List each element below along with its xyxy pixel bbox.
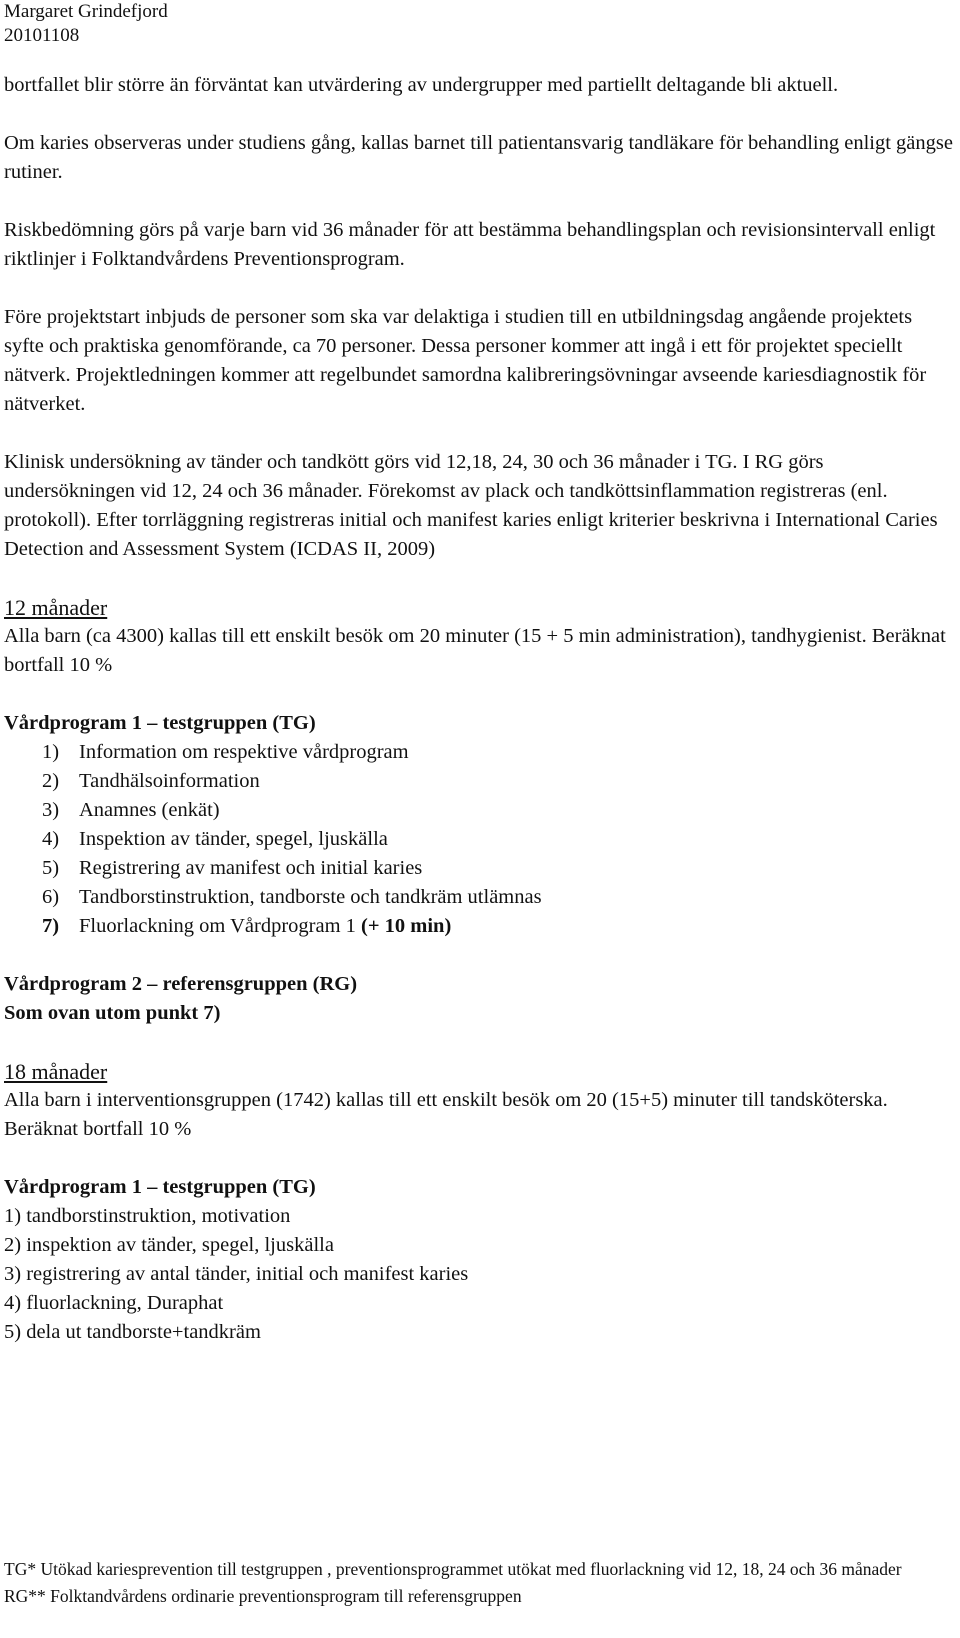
list-item: 4) fluorlackning, Duraphat — [4, 1292, 224, 1314]
paragraph-training-day: Före projektstart inbjuds de personer som ska var delaktiga i studien till en utbildningsdag angående projektets syfte och praktiska genomförande, ca 70 personer. Dessa personer kommer att ingå i ett för projektet speciellt nätverk. Projektledningen kommer att regelbundet samordna kalibreringsövningar avseende kariesdiagnostik för nätverket. — [4, 306, 927, 415]
page-header — [4, 0, 168, 48]
paragraph-clinical-exam: Klinisk undersökning av tänder och tandkött görs vid 12,18, 24, 30 och 36 månader i TG. I RG görs undersökningen vid 12, 24 och 36 månader. Förekomst av plack och tandköttsinflammation registreras (enl. protokoll). Efter torrläggning registreras initial och manifest karies enligt kriterier beskrivna i International Caries Detection and Assessment System (ICDAS II, 2009) — [4, 451, 938, 560]
footnote-tg: TG* Utökad kariesprevention till testgruppen , preventionsprogrammet utökat med fluorlackning vid 12, 18, 24 och 36 månader — [4, 1559, 902, 1579]
list-item: 5) Registrering av manifest och initial karies — [42, 857, 423, 879]
paragraph-caries-observed: Om karies observeras under studiens gång, kallas barnet till patientansvarig tandläkare för behandling enligt gängse rutiner. — [4, 132, 953, 183]
program-1-list-12 — [4, 738, 954, 941]
section-heading-18: 18 månader — [4, 1059, 108, 1084]
page-footer — [4, 1556, 956, 1610]
section-18-text: Alla barn i interventionsgruppen (1742) kallas till ett enskilt besök om 20 (15+5) minuter till tandsköterska. Beräknat bortfall 10 % — [4, 1089, 888, 1140]
program-1-title-18: Vårdprogram 1 – testgruppen (TG) — [4, 1176, 316, 1198]
list-item: 4) Inspektion av tänder, spegel, ljuskälla — [42, 828, 388, 850]
list-item: 6) Tandborstinstruktion, tandborste och tandkräm utlämnas — [42, 886, 542, 908]
document-body — [4, 71, 954, 1347]
section-12-text: Alla barn (ca 4300) kallas till ett enskilt besök om 20 minuter (15 + 5 min administration), tandhygienist. Beräknat bortfall 10 % — [4, 625, 946, 676]
program-1-title-12: Vårdprogram 1 – testgruppen (TG) — [4, 712, 316, 734]
paragraph-risk-assessment: Riskbedömning görs på varje barn vid 36 månader för att bestämma behandlingsplan och revisionsintervall enligt riktlinjer i Folktandvårdens Preventionsprogram. — [4, 219, 936, 270]
section-12-months — [4, 593, 954, 1057]
list-item: 3) Anamnes (enkät) — [42, 799, 220, 821]
document-page — [4, 0, 956, 1638]
section-heading-12: 12 månader — [4, 595, 108, 620]
list-item: 2) inspektion av tänder, spegel, ljuskälla — [4, 1234, 334, 1256]
section-18-months — [4, 1057, 954, 1347]
list-item: 3) registrering av antal tänder, initial och manifest karies — [4, 1263, 469, 1285]
footnote-rg: RG** Folktandvårdens ordinarie preventionsprogram till referensgruppen — [4, 1586, 522, 1606]
document-date: 20101108 — [4, 25, 80, 46]
list-item: 1) Information om respektive vårdprogram — [42, 741, 409, 763]
list-item: 1) tandborstinstruktion, motivation — [4, 1205, 291, 1227]
paragraph-dropout: bortfallet blir större än förväntat kan utvärdering av undergrupper med partiellt deltagande bli aktuell. — [4, 74, 839, 96]
author-name: Margaret Grindefjord — [4, 1, 168, 22]
program-2-note-12: Som ovan utom punkt 7) — [4, 1002, 221, 1024]
list-item: 5) dela ut tandborste+tandkräm — [4, 1321, 261, 1343]
program-1-list-18 — [4, 1202, 954, 1347]
program-2-title-12: Vårdprogram 2 – referensgruppen (RG) — [4, 973, 358, 995]
list-item: 2) Tandhälsoinformation — [42, 770, 260, 792]
list-item: 7) Fluorlackning om Vårdprogram 1 (+ 10 min) — [42, 915, 452, 937]
